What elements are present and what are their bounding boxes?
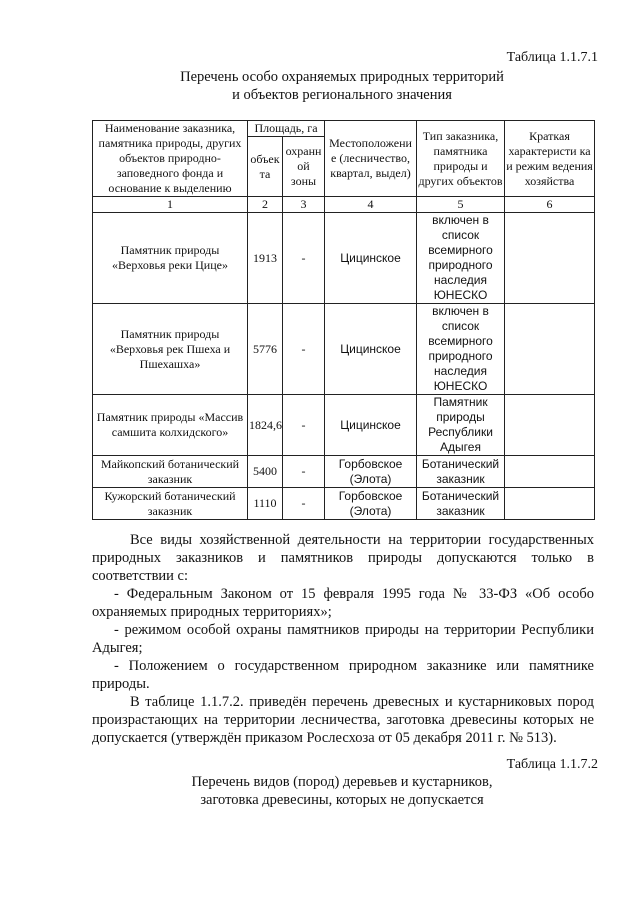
- table-row: [93, 213, 595, 304]
- header-type: Тип заказника, памятника природы и других объектов: [417, 121, 505, 197]
- header-name: Наименование заказника, памятника природы, других объектов природно-заповедного фонда и основание к выделению: [93, 121, 248, 197]
- table1-title: [92, 68, 592, 104]
- row-brief: [505, 213, 595, 304]
- row-area: 5400: [248, 456, 283, 488]
- row-brief: [505, 304, 595, 395]
- table2-title-line2: заготовка древесины, которых не допускается: [200, 792, 484, 808]
- column-numbers-row: [93, 197, 595, 213]
- row-name: Майкопский ботанический заказник: [93, 456, 248, 488]
- paragraph: - режимом особой охраны памятников природы на территории Республики Адыгея;: [92, 622, 594, 656]
- col-number: 5: [417, 197, 505, 213]
- row-area: 5776: [248, 304, 283, 395]
- row-brief: [505, 488, 595, 520]
- col-number: 1: [93, 197, 248, 213]
- row-name: Памятник природы «Верховья реки Цице»: [93, 213, 248, 304]
- header-location: Местоположени е (лесничество, квартал, выдел): [325, 121, 417, 197]
- row-zone: -: [283, 395, 325, 456]
- paragraph: Все виды хозяйственной деятельности на территории государственных природных заказников и памятников природы допускаются только в соответствии с:: [92, 532, 594, 584]
- col-number: 6: [505, 197, 595, 213]
- row-type: включен в список всемирного природного наследия ЮНЕСКО: [417, 213, 505, 304]
- row-zone: -: [283, 213, 325, 304]
- row-area: 1110: [248, 488, 283, 520]
- header-brief: Краткая характеристи ка и режим ведения хозяйства: [505, 121, 595, 197]
- row-name: Кужорский ботанический заказник: [93, 488, 248, 520]
- row-name: Памятник природы «Верховья рек Пшеха и Пшехашха»: [93, 304, 248, 395]
- col-number: 2: [248, 197, 283, 213]
- row-type: включен в список всемирного природного наследия ЮНЕСКО: [417, 304, 505, 395]
- table1-title-line1: Перечень особо охраняемых природных территорий: [180, 69, 504, 85]
- row-area: 1824,6: [248, 395, 283, 456]
- row-location: Горбовское (Элота): [325, 456, 417, 488]
- row-location: Цицинское: [325, 213, 417, 304]
- row-zone: -: [283, 456, 325, 488]
- table1-number: Таблица 1.1.7.1: [506, 50, 598, 65]
- body-text: [92, 531, 594, 747]
- header-area-object: объек та: [248, 137, 283, 197]
- header-area-zone: охранн ой зоны: [283, 137, 325, 197]
- table2-title: [92, 773, 592, 809]
- row-type: Памятник природы Республики Адыгея: [417, 395, 505, 456]
- protected-areas-table: [92, 120, 595, 520]
- row-zone: -: [283, 304, 325, 395]
- row-zone: -: [283, 488, 325, 520]
- row-brief: [505, 395, 595, 456]
- table-row: [93, 456, 595, 488]
- row-brief: [505, 456, 595, 488]
- row-location: Горбовское (Элота): [325, 488, 417, 520]
- table-row: [93, 488, 595, 520]
- table-row: [93, 304, 595, 395]
- paragraph: В таблице 1.1.7.2. приведён перечень древесных и кустарниковых пород произрастающих на территории лесничества, заготовка древесины которых не допускается (утверждён приказом Рослесхоза от 05 декабря 2011 г. № 513).: [92, 694, 594, 746]
- row-type: Ботанический заказник: [417, 488, 505, 520]
- row-location: Цицинское: [325, 304, 417, 395]
- row-type: Ботанический заказник: [417, 456, 505, 488]
- table1-title-line2: и объектов регионального значения: [232, 87, 452, 103]
- table2-title-line1: Перечень видов (пород) деревьев и кустарников,: [191, 774, 493, 790]
- header-area: Площадь, га: [248, 121, 325, 137]
- table-row: [93, 395, 595, 456]
- row-area: 1913: [248, 213, 283, 304]
- col-number: 3: [283, 197, 325, 213]
- paragraph: - Положением о государственном природном заказнике или памятнике природы.: [92, 658, 594, 692]
- paragraph: - Федеральным Законом от 15 февраля 1995 года № 33-ФЗ «Об особо охраняемых природных территориях»;: [92, 586, 594, 620]
- col-number: 4: [325, 197, 417, 213]
- row-name: Памятник природы «Массив самшита колхидского»: [93, 395, 248, 456]
- header-row: [93, 121, 595, 137]
- table2-number: Таблица 1.1.7.2: [506, 757, 598, 772]
- row-location: Цицинское: [325, 395, 417, 456]
